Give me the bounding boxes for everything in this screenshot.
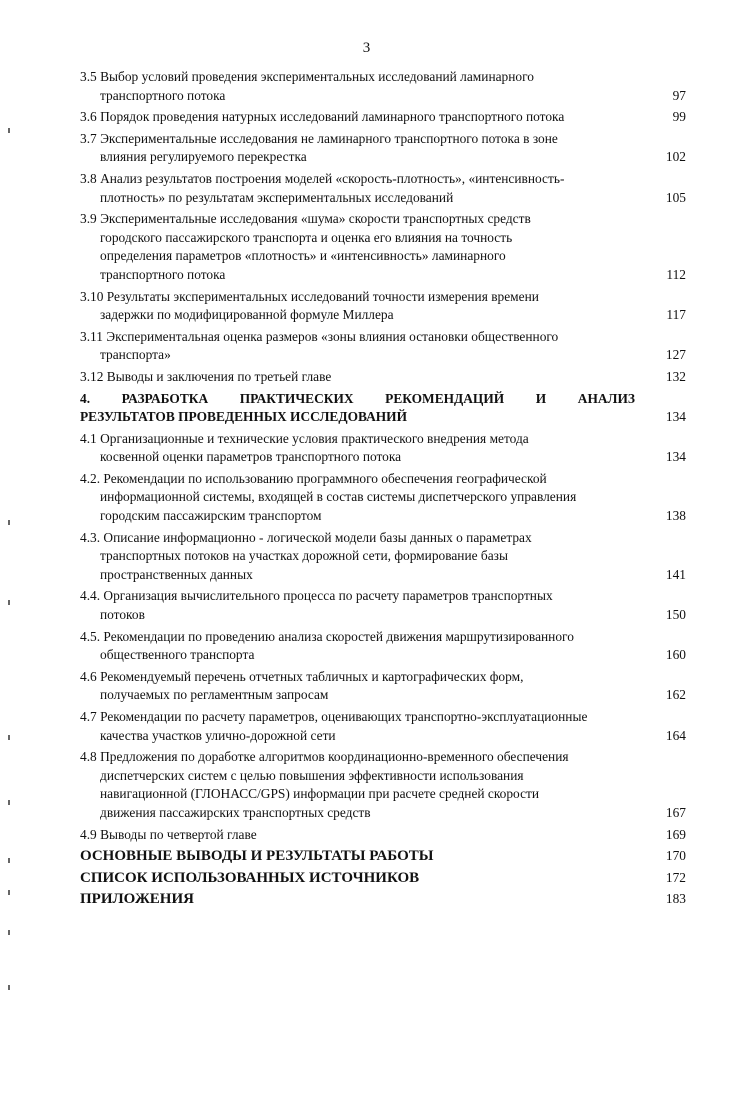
toc-section-title: ПРИЛОЖЕНИЯ bbox=[80, 891, 194, 908]
toc-references bbox=[80, 869, 686, 888]
margin-mark bbox=[8, 128, 10, 133]
toc-entry-title: 3.5 Выбор условий проведения экспериментальных исследований ламинарного bbox=[80, 69, 534, 84]
toc-entry-4-9 bbox=[80, 826, 686, 845]
toc-entry-3-9 bbox=[80, 210, 686, 284]
toc-page-number: 112 bbox=[666, 266, 686, 282]
toc-entry-title: 4.2. Рекомендации по использованию программного обеспечения географической bbox=[80, 470, 547, 486]
toc-entry-3-5 bbox=[80, 68, 686, 105]
page-number: 3 bbox=[362, 40, 371, 56]
toc-page-number: 170 bbox=[665, 848, 686, 864]
toc-entry-title: транспортного потока bbox=[100, 87, 226, 103]
toc-page-number: 141 bbox=[665, 566, 686, 582]
toc-entry-title: 4.5. Рекомендации по проведению анализа скоростей движения маршрутизированного bbox=[80, 628, 574, 644]
toc-entry-4-2 bbox=[80, 470, 686, 526]
toc-page-number: 105 bbox=[665, 189, 686, 205]
toc-entry-title: 3.12 Выводы и заключения по третьей главе bbox=[80, 368, 332, 384]
toc-entry-3-12 bbox=[80, 368, 686, 387]
toc-entry-4-4 bbox=[80, 587, 686, 624]
toc-entry-title: 3.10 Результаты экспериментальных исследований точности измерения времени bbox=[80, 288, 539, 304]
toc-entry-3-10 bbox=[80, 288, 686, 325]
toc-entry-title: навигационной (ГЛОНАСС/GPS) информации при расчете средней скорости bbox=[100, 786, 540, 802]
toc-entry-4-5 bbox=[80, 628, 686, 665]
toc-entry-4-3 bbox=[80, 529, 686, 585]
toc-entry-title: транспортного потока bbox=[100, 266, 226, 282]
toc-entry-4-7 bbox=[80, 708, 686, 745]
toc-page-number: 132 bbox=[665, 368, 686, 384]
toc-entry-title: городского пассажирского транспорта и оценка его влияния на точность bbox=[100, 229, 513, 245]
toc-entry-title: пространственных данных bbox=[100, 566, 253, 582]
toc-entry-title: общественного транспорта bbox=[100, 647, 255, 663]
toc-entry-title: 4.1 Организационные и технические условия практического внедрения метода bbox=[80, 430, 529, 446]
toc-entry-title: косвенной оценки параметров транспортного потока bbox=[100, 449, 402, 465]
toc-page-number: 134 bbox=[665, 449, 686, 465]
toc-entry-title: информационной системы, входящей в состав системы диспетчерского управления bbox=[100, 489, 577, 505]
toc-page-number: 150 bbox=[665, 607, 686, 623]
toc-entry-4-6 bbox=[80, 668, 686, 705]
toc-entry-title: 3.9 Экспериментальные исследования «шума» скорости транспортных средств bbox=[80, 211, 531, 227]
toc-entry-3-7 bbox=[80, 130, 686, 167]
toc-entry-title: определения параметров «плотность» и «интенсивность» ламинарного bbox=[100, 248, 506, 264]
toc-entry-title: 3.11 Экспериментальная оценка размеров «зоны влияния остановки общественного bbox=[80, 328, 559, 344]
toc-conclusions bbox=[80, 847, 686, 866]
toc-entry-4-8 bbox=[80, 748, 686, 822]
toc-section-title: СПИСОК ИСПОЛЬЗОВАННЫХ ИСТОЧНИКОВ bbox=[80, 869, 420, 886]
toc-entry-title: 4.6 Рекомендуемый перечень отчетных табличных и картографических форм, bbox=[80, 668, 524, 684]
toc-entry-title: 4.3. Описание информационно - логической модели базы данных о параметрах bbox=[80, 529, 532, 545]
toc-entry-3-11 bbox=[80, 328, 686, 365]
margin-mark bbox=[8, 890, 10, 895]
toc-chapter-4 bbox=[80, 390, 686, 427]
margin-mark bbox=[8, 735, 10, 740]
toc-page-number: 102 bbox=[665, 149, 686, 165]
toc-entry-title: 3.6 Порядок проведения натурных исследований ламинарного транспортного потока bbox=[80, 109, 565, 125]
toc-page-number: 167 bbox=[665, 804, 686, 820]
toc-entry-title: диспетчерских систем с целью повышения эффективности использования bbox=[100, 767, 524, 783]
toc-entry-title: транспорта» bbox=[100, 347, 171, 363]
toc-entry-title: задержки по модифицированной формуле Миллера bbox=[100, 307, 394, 323]
toc-page-number: 160 bbox=[665, 647, 686, 663]
toc-chapter-title: РЕЗУЛЬТАТОВ ПРОВЕДЕННЫХ ИССЛЕДОВАНИЙ bbox=[80, 409, 408, 425]
toc-entry-title: влияния регулируемого перекрестка bbox=[100, 149, 307, 165]
toc-entry-title: 4.9 Выводы по четвертой главе bbox=[80, 826, 257, 842]
toc-entry-3-8 bbox=[80, 170, 686, 207]
margin-mark bbox=[8, 520, 10, 525]
toc-page-number: 99 bbox=[672, 109, 686, 125]
toc-page-number: 117 bbox=[666, 307, 686, 323]
toc-entry-title: качества участков улично-дорожной сети bbox=[100, 727, 336, 743]
toc-page-number: 172 bbox=[665, 869, 686, 885]
toc-page-number: 169 bbox=[665, 826, 686, 842]
toc-entry-title: движения пассажирских транспортных средств bbox=[100, 804, 371, 820]
toc-entry-title: 3.7 Экспериментальные исследования не ламинарного транспортного потока в зоне bbox=[80, 130, 558, 146]
toc-entry-title: плотность» по результатам экспериментальных исследований bbox=[100, 189, 454, 205]
margin-mark bbox=[8, 930, 10, 935]
toc-page-number: 162 bbox=[665, 687, 686, 703]
margin-mark bbox=[8, 858, 10, 863]
toc-entry-title: городским пассажирским транспортом bbox=[100, 508, 322, 524]
toc-entry-title: получаемых по регламентным запросам bbox=[100, 687, 329, 703]
margin-mark bbox=[8, 800, 10, 805]
toc-entry-title: 4.7 Рекомендации по расчету параметров, оценивающих транспортно-эксплуатационные bbox=[80, 709, 588, 724]
margin-mark bbox=[8, 600, 10, 605]
toc-page-number: 138 bbox=[665, 508, 686, 524]
toc-page-number: 164 bbox=[665, 727, 686, 743]
toc-section-title: ОСНОВНЫЕ ВЫВОДЫ И РЕЗУЛЬТАТЫ РАБОТЫ bbox=[80, 848, 434, 865]
toc-entry-title: транспортных потоков на участках дорожной сети, формирование базы bbox=[100, 548, 508, 564]
table-of-contents bbox=[80, 68, 686, 912]
toc-appendices bbox=[80, 890, 686, 909]
toc-entry-title: потоков bbox=[100, 607, 145, 623]
toc-entry-4-1 bbox=[80, 430, 686, 467]
toc-chapter-title: 4. РАЗРАБОТКА ПРАКТИЧЕСКИХ РЕКОМЕНДАЦИЙ И АНАЛИЗ bbox=[80, 390, 635, 406]
toc-page-number: 97 bbox=[672, 87, 686, 103]
toc-entry-title: 4.8 Предложения по доработке алгоритмов координационно-временного обеспечения bbox=[80, 749, 569, 765]
toc-entry-title: 3.8 Анализ результатов построения моделей «скорость-плотность», «интенсивность- bbox=[80, 170, 565, 186]
toc-page-number: 183 bbox=[665, 891, 686, 907]
toc-entry-3-6 bbox=[80, 108, 686, 127]
toc-page-number: 134 bbox=[665, 409, 686, 425]
toc-page-number: 127 bbox=[665, 347, 686, 363]
toc-entry-title: 4.4. Организация вычислительного процесса по расчету параметров транспортных bbox=[80, 588, 553, 604]
margin-mark bbox=[8, 985, 10, 990]
